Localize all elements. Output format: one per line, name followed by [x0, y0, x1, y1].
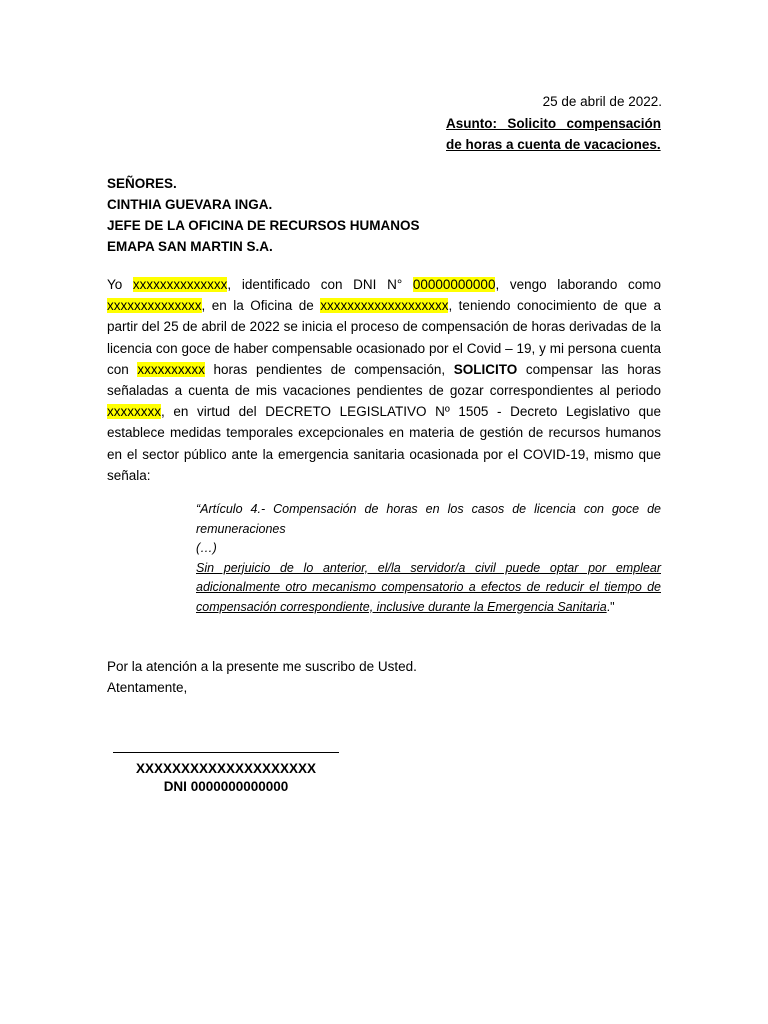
body-text: compensar las horas señaladas a cuenta de mis vacaciones pendientes de gozar correspondientes al periodo	[107, 361, 661, 399]
letter-date: 25 de abril de 2022.	[542, 94, 662, 109]
signature-line	[113, 752, 339, 753]
signature-name: XXXXXXXXXXXXXXXXXXXX	[135, 761, 317, 776]
body-paragraph	[107, 274, 661, 486]
quote-text	[196, 559, 661, 618]
recipient-title: JEFE DE LA OFICINA DE RECURSOS HUMANOS	[107, 218, 420, 233]
body-text: horas pendientes de compensación,	[204, 361, 454, 377]
signature-dni: DNI 0000000000000	[163, 779, 289, 794]
closing-line: Por la atención a la presente me suscribo de Usted.	[107, 659, 417, 674]
office-placeholder: xxxxxxxxxxxxxxxxxxx	[320, 298, 449, 314]
solicito-keyword: SOLICITO	[453, 361, 518, 377]
body-text: , en la Oficina de	[201, 298, 321, 314]
body-text: Yo	[107, 277, 133, 292]
closing-regards: Atentamente,	[107, 680, 188, 695]
legal-quote	[196, 500, 661, 617]
quote-end: ."	[606, 599, 615, 614]
dni-placeholder: 00000000000	[412, 277, 496, 292]
period-placeholder: xxxxxxxx	[107, 404, 161, 420]
body-text: , en virtud del DECRETO LEGISLATIVO Nº 1505 - Decreto Legislativo que establece medidas temporales excepcionales en materia de gestión de recursos humanos en el sector público ante la emergencia sanitaria ocasionada por el COVID-19, mismo que señala:	[107, 404, 661, 483]
recipient-name: CINTHIA GUEVARA INGA.	[107, 197, 273, 212]
quote-underlined-text: Sin perjuicio de lo anterior, el/la servidor/a civil puede optar por emplear adicionalmente otro mecanismo compensatorio a efectos de reducir el tiempo de compensación correspondiente, inclusive durante la Emergencia Sanitaria	[196, 560, 661, 614]
recipient-company: EMAPA SAN MARTIN S.A.	[107, 239, 273, 254]
body-text: , vengo laborando como	[495, 277, 661, 292]
letter-body	[107, 274, 661, 486]
name-placeholder: xxxxxxxxxxxxxx	[132, 277, 228, 292]
letter-subject: Asunto: Solicito compensación de horas a cuenta de vacaciones.	[446, 116, 661, 152]
position-placeholder: xxxxxxxxxxxxxx	[107, 298, 202, 314]
body-text: , teniendo conocimiento de que a partir del 25 de abril de 2022 se inicia el proceso de compensación de horas derivadas de la licencia con goce de haber compensable ocasionado por el Covid – 19, y mi persona cuenta con	[107, 298, 661, 377]
recipient-salutation: SEÑORES.	[107, 176, 177, 191]
hours-placeholder: xxxxxxxxxx	[137, 361, 205, 377]
quote-heading: “Artículo 4.- Compensación de horas en los casos de licencia con goce de remuneraciones	[196, 502, 661, 536]
quote-ellipsis: (…)	[196, 541, 217, 555]
body-text: , identificado con DNI N°	[227, 277, 413, 292]
